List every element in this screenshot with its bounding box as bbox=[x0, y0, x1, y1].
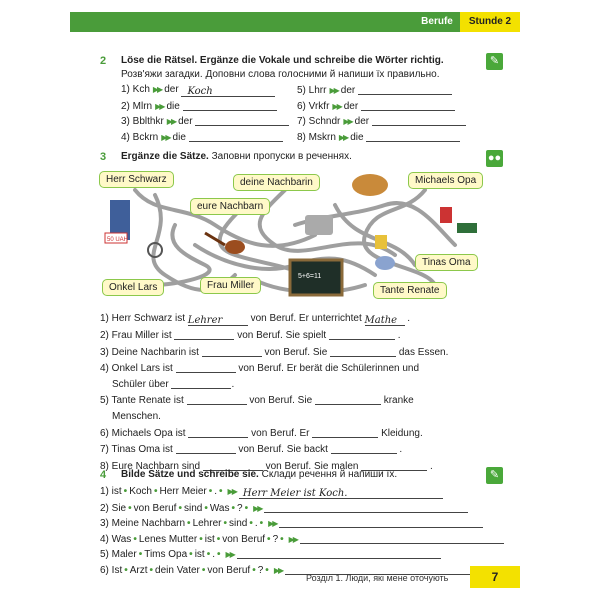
riddle-article: der bbox=[178, 116, 196, 127]
sentence-middle: von Beruf. Sie malen bbox=[262, 460, 362, 472]
label-michaels-opa: Michaels Opa bbox=[408, 172, 483, 189]
word-chip: sind bbox=[183, 502, 203, 514]
riddle-number: 3) Bblthkr bbox=[121, 116, 164, 127]
answer-blank bbox=[189, 131, 283, 142]
riddle-number: 7) Schndr bbox=[297, 116, 341, 127]
sentence-row bbox=[100, 427, 480, 443]
word-chip: ? bbox=[237, 502, 243, 514]
label-herr-schwarz: Herr Schwarz bbox=[99, 171, 174, 188]
fill-blank bbox=[187, 394, 247, 405]
double-arrow-icon: ▶▶ bbox=[332, 101, 341, 111]
double-arrow-icon: ▶▶ bbox=[166, 117, 176, 126]
word-chip: Herr Meier bbox=[159, 486, 207, 497]
riddle-article: der bbox=[354, 116, 372, 127]
word-chip: dein Vater bbox=[155, 564, 200, 576]
label-deine-nachbarin: deine Nachbarin bbox=[233, 174, 320, 191]
bullet-dot: • bbox=[265, 564, 269, 576]
bullet-dot: • bbox=[223, 518, 227, 529]
fill-blank bbox=[188, 427, 248, 438]
answer-blank bbox=[361, 100, 455, 111]
fill-blank: Lehrer bbox=[188, 315, 248, 326]
riddle-row bbox=[297, 115, 466, 131]
price-tag-text: 50 UAH bbox=[107, 237, 129, 243]
fill-blank bbox=[176, 443, 236, 454]
double-arrow-icon: ▶▶ bbox=[268, 519, 277, 528]
sentence-start: 3) Deine Nachbarin ist bbox=[100, 346, 202, 358]
answer-blank bbox=[279, 517, 483, 528]
sentence-end: das Essen. bbox=[396, 346, 449, 358]
fill-blank bbox=[315, 394, 381, 405]
bullet-dot: • bbox=[124, 564, 128, 576]
word-chip: Lenes Mutter bbox=[138, 533, 198, 545]
bullet-dot: • bbox=[259, 518, 264, 529]
fill-blank bbox=[174, 329, 234, 340]
answer-blank bbox=[300, 533, 504, 544]
answer-blank bbox=[237, 548, 441, 559]
riddle-number: 4) Bckrn bbox=[121, 131, 159, 143]
continuation-text: Schüler über bbox=[112, 379, 172, 391]
exercise-4-title-ua: Склади речення й напиши їх. bbox=[261, 469, 398, 480]
pencil-cup-icon bbox=[375, 235, 387, 249]
word-chip: . bbox=[254, 518, 258, 529]
fill-blank bbox=[202, 346, 262, 357]
bullet-dot: • bbox=[153, 486, 158, 497]
bullet-dot: • bbox=[249, 518, 253, 529]
bullet-dot: • bbox=[252, 564, 256, 576]
answer-blank: Herr Meier ist Koch. bbox=[239, 488, 443, 499]
word-chip: . bbox=[214, 486, 218, 497]
answer-blank bbox=[366, 131, 460, 142]
label-tinas-oma: Tinas Oma bbox=[415, 254, 478, 271]
riddle-row bbox=[121, 100, 289, 116]
bullet-dot: • bbox=[138, 549, 143, 560]
word-chip: Tims Opa bbox=[144, 549, 188, 560]
exercise-2-title-de: Löse die Rätsel. Ergänze die Vokale und schreibe die Wörter richtig. bbox=[121, 55, 444, 66]
riddle-article: der bbox=[340, 85, 358, 96]
pencil-icon: ✎ bbox=[486, 53, 503, 70]
word-chip: von Beruf bbox=[222, 533, 266, 545]
exercise-3-title bbox=[121, 151, 352, 162]
bullet-dot: • bbox=[199, 533, 203, 545]
exercise-3-title-de: Ergänze die Sätze. bbox=[121, 151, 209, 162]
exercise-2-title-ua: Розв'яжи загадки. Доповни слова голосними й напиши їх правильно. bbox=[121, 69, 440, 80]
bullet-dot: • bbox=[128, 502, 132, 514]
sentence-builder-row bbox=[100, 486, 504, 502]
sentence-row bbox=[100, 394, 480, 410]
riddle-number: 1) Kch bbox=[121, 84, 150, 95]
sentence-middle: von Beruf. Sie bbox=[246, 395, 315, 407]
bullet-dot: • bbox=[178, 502, 182, 514]
exercise-4-number: 4 bbox=[100, 469, 107, 481]
double-arrow-icon: ▶▶ bbox=[329, 86, 338, 95]
bullet-dot: • bbox=[280, 533, 284, 545]
bullet-dot: • bbox=[201, 564, 206, 576]
double-arrow-icon: ▶▶ bbox=[273, 565, 283, 575]
riddle-article: die bbox=[166, 100, 183, 112]
answer-blank bbox=[264, 502, 468, 513]
sentence-start: 2) Frau Miller ist bbox=[100, 330, 175, 342]
sentence-end: . bbox=[427, 460, 433, 472]
sentence-start: 5) Tante Renate ist bbox=[100, 395, 187, 407]
word-chip: Arzt bbox=[129, 564, 148, 576]
answer-blank bbox=[183, 100, 277, 111]
bullet-dot: • bbox=[244, 502, 249, 514]
word-chip: von Beruf bbox=[207, 564, 251, 576]
double-arrow-icon: ▶▶ bbox=[152, 85, 162, 94]
bullet-dot: • bbox=[189, 549, 193, 560]
exercise-4-rows bbox=[100, 486, 504, 579]
bullet-dot: • bbox=[231, 502, 235, 514]
sentence-end: kranke bbox=[380, 395, 414, 407]
double-arrow-icon: ▶▶ bbox=[343, 117, 352, 126]
label-eure-nachbarn: eure Nachbarn bbox=[190, 198, 270, 215]
bullet-dot: • bbox=[206, 549, 211, 560]
bullet-dot: • bbox=[208, 486, 213, 497]
sentence-row bbox=[100, 362, 480, 378]
answer-blank bbox=[358, 84, 452, 95]
fill-blank bbox=[329, 329, 395, 340]
sentence-continuation bbox=[100, 378, 480, 394]
label-onkel-lars: Onkel Lars bbox=[102, 279, 164, 296]
word-chip: ? bbox=[257, 564, 264, 576]
pairwork-icon: ●● bbox=[486, 150, 503, 167]
answer-blank bbox=[195, 115, 289, 126]
word-chip: 1) ist bbox=[100, 486, 122, 497]
fill-blank bbox=[312, 427, 378, 438]
sentence-row bbox=[100, 443, 480, 459]
fill-blank bbox=[171, 378, 231, 389]
answer-blank bbox=[372, 115, 466, 126]
header-topic: Berufe bbox=[414, 12, 460, 32]
sentence-middle: von Beruf. Sie spielt bbox=[234, 330, 329, 342]
bullet-dot: • bbox=[187, 518, 191, 529]
sentence-row bbox=[100, 329, 480, 345]
sentence-middle: von Beruf. Sie backt bbox=[235, 444, 331, 456]
word-chip: Koch bbox=[129, 486, 152, 497]
double-arrow-icon: ▶▶ bbox=[253, 503, 262, 513]
book-icon bbox=[440, 207, 452, 223]
double-arrow-icon: ▶▶ bbox=[155, 101, 164, 111]
riddle-number: 6) Vrkfr bbox=[297, 100, 330, 112]
exercise-4-title-de: Bilde Sätze und schreibe sie. bbox=[121, 469, 259, 480]
exercise-3-sentences bbox=[100, 313, 480, 476]
sentence-start: 4) Onkel Lars ist bbox=[100, 362, 176, 374]
riddle-row bbox=[297, 84, 466, 100]
riddle-number: 8) Mskrn bbox=[297, 131, 336, 143]
sentence-end: . bbox=[394, 330, 401, 342]
word-chip: . bbox=[212, 549, 215, 560]
word-chip: 6) Ist bbox=[100, 564, 123, 576]
sentence-end: . bbox=[404, 313, 411, 324]
page-number: 7 bbox=[470, 566, 520, 588]
double-arrow-icon: ▶▶ bbox=[227, 487, 236, 496]
double-arrow-icon: ▶▶ bbox=[161, 132, 170, 142]
word-chip: 4) Was bbox=[100, 533, 132, 545]
sentence-builder-row bbox=[100, 502, 504, 518]
sentence-builder-row bbox=[100, 517, 504, 533]
word-chip: von Beruf bbox=[133, 502, 177, 514]
sentence-end: . bbox=[396, 444, 403, 456]
bullet-dot: • bbox=[149, 564, 154, 576]
double-arrow-icon: ▶▶ bbox=[288, 534, 297, 544]
sentence-middle: von Beruf. Er bbox=[248, 428, 313, 440]
word-chip: 3) Meine Nachbarn bbox=[100, 518, 186, 529]
riddle-article: die bbox=[172, 131, 189, 143]
sentence-row bbox=[100, 346, 480, 362]
continuation-text: Menschen. bbox=[112, 410, 161, 422]
books-stack-icon bbox=[457, 223, 477, 233]
exercise-3-number: 3 bbox=[100, 151, 107, 163]
fill-blank: Mathe bbox=[365, 315, 405, 326]
riddle-row bbox=[297, 100, 466, 116]
label-tante-renate: Tante Renate bbox=[373, 282, 447, 299]
exercise-2-right-column bbox=[297, 84, 466, 146]
word-chip: Lehrer bbox=[192, 518, 222, 529]
sentence-start: 7) Tinas Oma ist bbox=[100, 444, 176, 456]
sentence-start: 1) Herr Schwarz ist bbox=[100, 313, 188, 324]
bullet-dot: • bbox=[216, 533, 221, 545]
sentence-builder-row bbox=[100, 548, 504, 564]
exercise-2-left-column bbox=[121, 84, 289, 146]
sentence-middle: von Beruf. Er berät die Schülerinnen und bbox=[235, 362, 420, 374]
word-chip: ? bbox=[272, 533, 279, 545]
fill-blank bbox=[331, 443, 397, 454]
word-chip: 2) Sie bbox=[100, 502, 127, 514]
sentence-continuation bbox=[100, 411, 480, 427]
exercise-4-title bbox=[121, 469, 397, 480]
bullet-dot: • bbox=[216, 549, 221, 560]
label-frau-miller: Frau Miller bbox=[200, 277, 261, 294]
riddle-number: 2) Mlrn bbox=[121, 100, 153, 112]
palette-icon bbox=[375, 256, 395, 270]
fill-blank bbox=[176, 362, 236, 373]
guitar-icon bbox=[225, 240, 245, 254]
word-chip: 5) Maler bbox=[100, 549, 137, 560]
double-arrow-icon: ▶▶ bbox=[338, 132, 348, 142]
riddle-row bbox=[121, 131, 289, 147]
sentence-start: 6) Michaels Opa ist bbox=[100, 428, 189, 440]
bullet-dot: • bbox=[267, 533, 271, 545]
footer-chapter-text: Розділ 1. Люди, які мене оточують bbox=[306, 573, 449, 583]
sentence-middle: von Beruf. Sie bbox=[261, 346, 331, 358]
riddle-article: der bbox=[343, 100, 361, 112]
bullet-dot: • bbox=[219, 486, 223, 497]
bullet-dot: • bbox=[204, 502, 208, 514]
header-lesson: Stunde 2 bbox=[460, 12, 520, 32]
double-arrow-icon: ▶▶ bbox=[225, 550, 234, 559]
fill-blank bbox=[330, 346, 396, 357]
answer-blank: Koch bbox=[181, 86, 275, 97]
chalkboard-text: 5+6=11 bbox=[298, 273, 322, 280]
sentence-row bbox=[100, 313, 480, 329]
riddle-article: der bbox=[164, 84, 182, 95]
pencil-icon: ✎ bbox=[486, 467, 503, 484]
riddle-row bbox=[297, 131, 466, 147]
sentence-end: Kleidung. bbox=[378, 428, 423, 440]
sentence-start: 8) Eure Nachbarn sind bbox=[100, 460, 203, 472]
word-chip: ist bbox=[204, 533, 215, 545]
bullet-dot: • bbox=[123, 486, 128, 497]
bullet-dot: • bbox=[133, 533, 137, 545]
sentence-middle: von Beruf. Er unterrichtet bbox=[247, 313, 365, 324]
word-chip: Was bbox=[209, 502, 230, 514]
bread-icon bbox=[352, 174, 388, 196]
riddle-number: 5) Lhrr bbox=[297, 85, 327, 96]
riddle-article: die bbox=[350, 131, 367, 143]
riddle-row bbox=[121, 115, 289, 131]
exercise-2-number: 2 bbox=[100, 55, 107, 67]
sentence-builder-row bbox=[100, 533, 504, 549]
riddle-row bbox=[121, 84, 289, 100]
word-chip: sind bbox=[228, 518, 248, 529]
exercise-3-title-ua: Заповни пропуски в реченнях. bbox=[211, 151, 352, 162]
cooking-pot-icon bbox=[305, 215, 333, 235]
sentence-end: . bbox=[231, 379, 235, 391]
word-chip: ist bbox=[194, 549, 205, 560]
